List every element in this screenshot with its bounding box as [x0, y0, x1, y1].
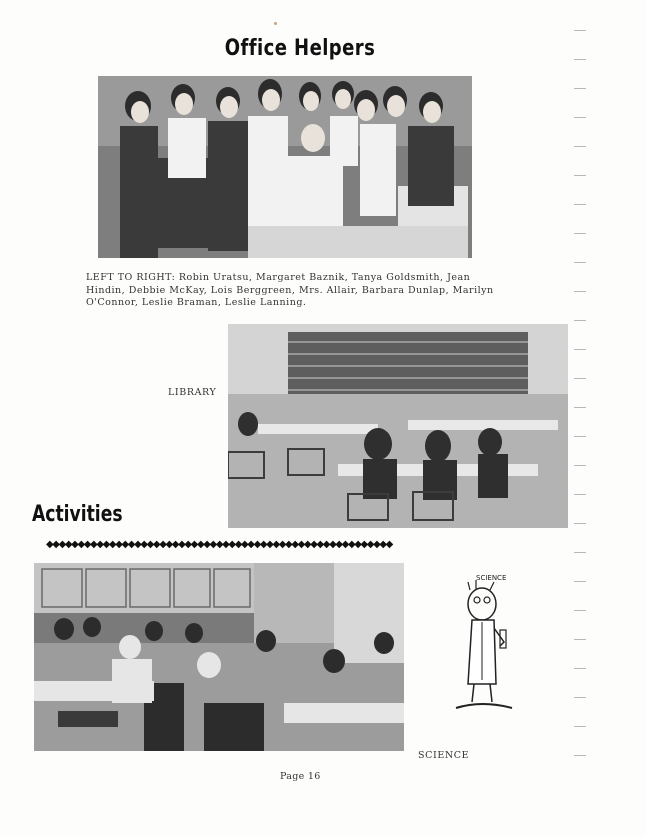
office-helpers-photo [98, 76, 472, 258]
science-label: SCIENCE [418, 750, 470, 761]
cartoon-sign-text: SCIENCE [476, 574, 507, 582]
activities-heading: Activities [32, 502, 123, 527]
science-classroom-photo [34, 563, 404, 751]
page-edge-marks [574, 30, 590, 810]
office-helpers-caption: LEFT TO RIGHT: Robin Uratsu, Margaret Baznik, Tanya Goldsmith, Jean Hindin, Debbie McKay, Lois Berggreen, Mrs. Allair, Barbara Dunlap, Marilyn O'Connor, Leslie Braman, Leslie Lanning. [86, 272, 494, 308]
paper-speck [274, 22, 277, 25]
diamond-divider: ◆◆◆◆◆◆◆◆◆◆◆◆◆◆◆◆◆◆◆◆◆◆◆◆◆◆◆◆◆◆◆◆◆◆◆◆◆◆◆◆◆◆◆◆◆◆◆◆◆◆◆◆◆◆◆ [46, 539, 392, 550]
library-label: LIBRARY [168, 387, 217, 398]
page-title: Office Helpers [224, 36, 376, 61]
page-number: Page 16 [280, 771, 321, 782]
science-cartoon [450, 568, 522, 718]
library-photo [228, 324, 568, 528]
